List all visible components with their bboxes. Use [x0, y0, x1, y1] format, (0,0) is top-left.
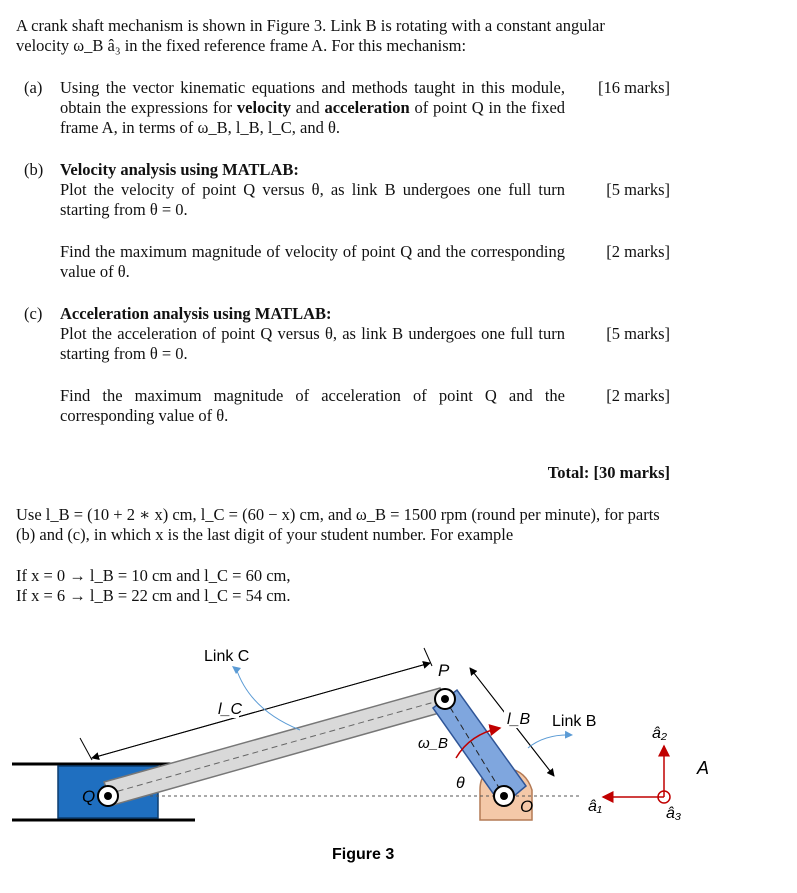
part-a-marks: [16 marks] [598, 78, 670, 97]
link-c-leader-head [232, 666, 241, 674]
intro-paragraph [16, 16, 676, 56]
part-a-text-2: of point Q in the fixed frame A, in terms of ω_B, l_B, l_C, and θ. [60, 98, 566, 137]
use-line-1: Use l_B = (10 + 2 ∗ x) cm, l_C = (60 − x) cm, and ω_B = 1500 rpm (round per minute), for parts [16, 505, 660, 524]
lc-ext-q [80, 738, 92, 760]
part-c-text-2: Find the maximum magnitude of acceleration of point Q and the corresponding value of θ. [60, 386, 565, 425]
point-o-label: O [520, 797, 534, 816]
part-c-marks-2: [2 marks] [606, 386, 670, 405]
part-a-acceleration: acceleration [324, 98, 410, 117]
part-a-text-1: Using the vector kinematic equations and methods taught in this module, obtain the expressions for [60, 78, 565, 117]
part-a-and: and [295, 98, 320, 117]
point-p-label: P [438, 661, 450, 680]
part-a-text [60, 78, 565, 138]
link-c-leader [236, 668, 300, 730]
pin-p [435, 689, 455, 709]
pin-q [98, 786, 118, 806]
link-b-leader [528, 735, 572, 748]
part-c-label: (c) [24, 304, 43, 323]
part-b-marks-2: [2 marks] [606, 242, 670, 261]
part-c-block [60, 304, 565, 364]
use-line-2: (b) and (c), in which x is the last digit of your student number. For example [16, 525, 514, 544]
axis-a3-label: â₃ [666, 805, 682, 822]
part-a-velocity: velocity [236, 98, 291, 117]
axis-a1-label: â₁ [588, 798, 602, 815]
part-c-marks: [5 marks] [606, 324, 670, 343]
link-b-label: Link B [552, 713, 597, 730]
part-a-label: (a) [24, 78, 43, 97]
total-marks: Total: [30 marks] [547, 463, 670, 482]
theta-label: θ [456, 775, 465, 792]
example-2: If x = 6 → l_B = 22 cm and l_C = 54 cm. [16, 586, 291, 605]
part-b-label: (b) [24, 160, 44, 179]
intro-line-1: A crank shaft mechanism is shown in Figure 3. Link B is rotating with a constant angular [16, 16, 605, 35]
lc-label: l_C [218, 701, 243, 718]
part-b-title: Velocity analysis using MATLAB: [60, 160, 299, 179]
figure-3 [0, 630, 797, 893]
frame-a-label: A [697, 758, 710, 778]
pin-o [494, 786, 514, 806]
part-b-marks: [5 marks] [606, 180, 670, 199]
example-1: If x = 0 → l_B = 10 cm and l_C = 60 cm, [16, 566, 291, 585]
part-b-block [60, 160, 565, 220]
part-b-text-2: Find the maximum magnitude of velocity of point Q and the corresponding value of θ. [60, 242, 565, 281]
figure-caption: Figure 3 [332, 846, 395, 863]
intro-line-2: velocity ω_B â₃ in the fixed reference frame A. For this mechanism: [16, 36, 467, 55]
part-c-title: Acceleration analysis using MATLAB: [60, 304, 332, 323]
part-b-text: Plot the velocity of point Q versus θ, as link B undergoes one full turn starting from θ = 0. [60, 180, 565, 219]
omega-label: ω_B [418, 735, 449, 752]
point-q-label: Q [82, 787, 96, 806]
axis-a2-label: â₂ [652, 725, 667, 742]
use-paragraph [16, 505, 706, 545]
part-c-text: Plot the acceleration of point Q versus θ, as link B undergoes one full turn starting from θ = 0. [60, 324, 565, 363]
lb-label: l_B [507, 711, 531, 728]
link-c-label: Link C [204, 648, 250, 665]
